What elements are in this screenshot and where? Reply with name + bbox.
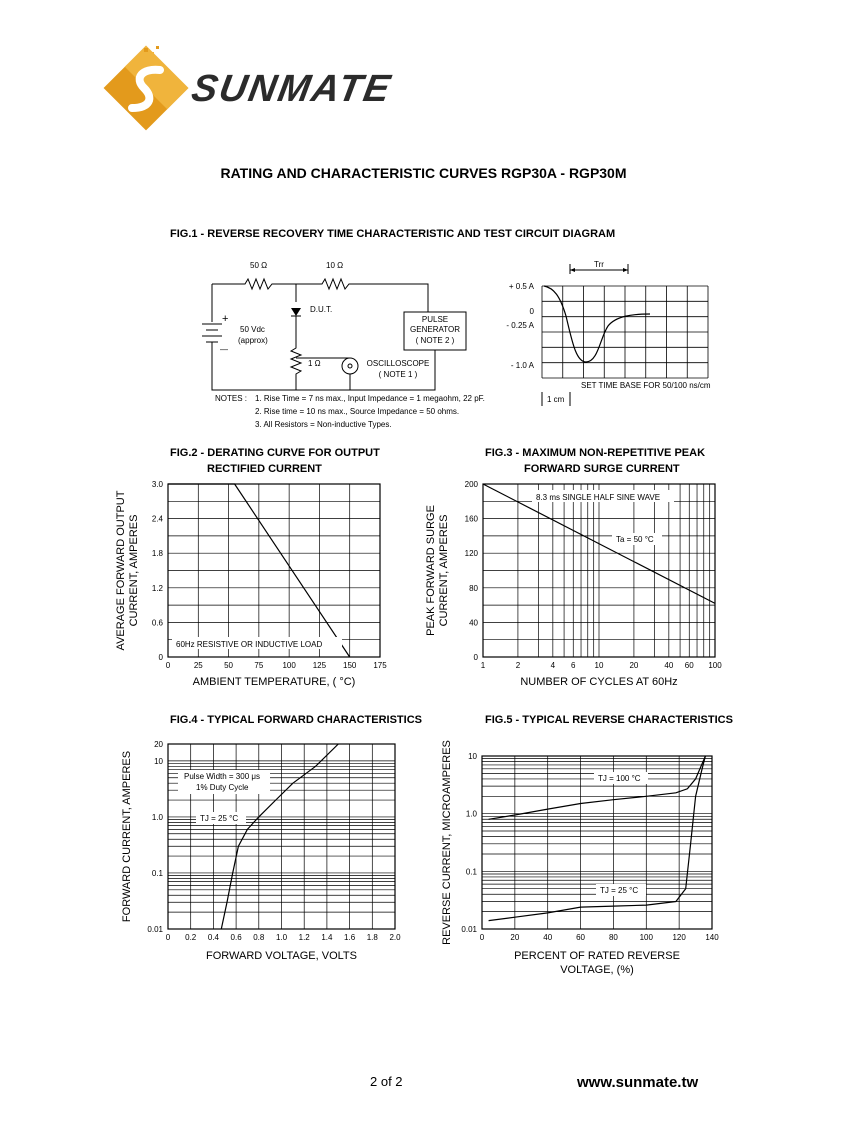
annotation-ta: Ta = 50 °C: [616, 535, 654, 544]
annotation-load: 60Hz RESISTIVE OR INDUCTIVE LOAD: [176, 640, 323, 649]
fig4-title: FIG.4 - TYPICAL FORWARD CHARACTERISTICS: [170, 714, 422, 726]
y-label-neg025: - 0.25 A: [506, 321, 534, 330]
y-tick-label: 1.2: [151, 583, 163, 593]
y-axis-label: CURRENT, AMPERES: [128, 514, 140, 627]
x-tick-label: 50: [224, 661, 234, 670]
y-tick-label: 10: [468, 752, 477, 761]
x-axis-label: AMBIENT TEMPERATURE, ( °C): [192, 676, 356, 688]
fig3-title-line2: FORWARD SURGE CURRENT: [524, 463, 680, 475]
x-tick-label: 1.2: [298, 933, 310, 942]
fig5-title: FIG.5 - TYPICAL REVERSE CHARACTERISTICS: [485, 714, 733, 726]
fig3-title-line1: FIG.3 - MAXIMUM NON-REPETITIVE PEAK: [485, 447, 706, 459]
y-tick-label: 20: [154, 740, 163, 749]
fig2-title-line1: FIG.2 - DERATING CURVE FOR OUTPUT: [170, 447, 380, 459]
x-axis-label: VOLTAGE, (%): [560, 964, 634, 976]
annotation-duty: 1% Duty Cycle: [196, 783, 249, 792]
y-axis-label: AVERAGE FORWARD OUTPUT: [115, 490, 127, 651]
fig1-title: FIG.1 - REVERSE RECOVERY TIME CHARACTERISTIC AND TEST CIRCUIT DIAGRAM: [170, 228, 616, 240]
dut-label: D.U.T.: [310, 305, 333, 314]
cm-label: 1 cm: [547, 395, 565, 404]
pulse-label-2: GENERATOR: [410, 325, 460, 334]
y-label-neg1: - 1.0 A: [510, 361, 534, 370]
y-tick-label: 120: [464, 549, 478, 559]
fig3-chart: [420, 476, 735, 691]
x-tick-label: 0.4: [207, 933, 219, 942]
x-axis-label: FORWARD VOLTAGE, VOLTS: [206, 950, 357, 962]
x-tick-label: 10: [594, 661, 604, 670]
x-tick-label: 4: [550, 661, 556, 670]
x-tick-label: 60: [576, 933, 586, 942]
note-3: 3. All Resistors = Non-inductive Types.: [255, 420, 392, 429]
pulse-label-1: PULSE: [421, 315, 449, 324]
minus-sign: —: [220, 345, 228, 354]
x-axis-label: NUMBER OF CYCLES AT 60Hz: [520, 676, 678, 688]
x-tick-label: 150: [343, 661, 357, 670]
x-tick-label: 0.2: [185, 933, 197, 942]
series-line-0: [489, 756, 706, 819]
fig1-diagram: [190, 250, 750, 440]
y-tick-label: 0: [473, 653, 478, 662]
y-axis-label: CURRENT, AMPERES: [438, 514, 450, 627]
fig5-chart: [436, 734, 736, 984]
scope-label-2: ( NOTE 1 ): [378, 370, 418, 379]
x-tick-label: 0: [165, 661, 171, 670]
x-tick-label: 40: [664, 661, 674, 670]
x-tick-label: 0: [479, 933, 485, 942]
x-tick-label: 20: [510, 933, 520, 942]
x-tick-label: 175: [373, 661, 387, 670]
x-tick-label: 1.4: [321, 933, 333, 942]
annotation-pulse: Pulse Width = 300 μs: [184, 772, 260, 781]
x-axis-label: PERCENT OF RATED REVERSE: [514, 950, 680, 962]
website-url: www.sunmate.tw: [577, 1074, 699, 1091]
y-tick-label: 0.1: [465, 867, 477, 877]
annotation-tj: TJ = 25 °C: [200, 814, 239, 823]
x-tick-label: 1.0: [275, 933, 288, 942]
x-tick-label: 2.0: [389, 933, 401, 942]
x-tick-label: 60: [684, 661, 694, 670]
x-tick-label: 125: [312, 661, 327, 670]
y-tick-label: 200: [464, 480, 478, 489]
y-label-zero: 0: [529, 307, 534, 316]
x-tick-label: 1: [480, 661, 486, 670]
y-tick-label: 1.0: [151, 812, 163, 822]
source-label-approx: (approx): [238, 336, 268, 345]
x-tick-label: 140: [705, 933, 719, 942]
fig4-chart: [118, 734, 413, 969]
x-tick-label: 1.8: [366, 933, 378, 942]
x-tick-label: 100: [708, 661, 722, 670]
plus-sign: +: [222, 313, 229, 325]
grid: [168, 484, 380, 657]
x-tick-label: 6: [571, 661, 576, 670]
annotation-tj100: TJ = 100 °C: [598, 774, 641, 783]
x-tick-label: 20: [629, 661, 639, 670]
y-axis-label: FORWARD CURRENT, AMPERES: [121, 750, 133, 923]
y-tick-label: 2.4: [151, 514, 163, 524]
y-axis-label: REVERSE CURRENT, MICROAMPERES: [441, 740, 453, 945]
x-tick-label: 75: [254, 661, 264, 670]
y-tick-label: 160: [464, 514, 478, 524]
grid: [483, 484, 715, 657]
y-tick-label: 80: [469, 583, 478, 593]
y-tick-label: 40: [469, 618, 478, 628]
y-tick-label: 0: [158, 653, 163, 662]
brand-name: SUNMATE: [188, 68, 395, 110]
note-1: 1. Rise Time = 7 ns max., Input Impedance = 1 megaohm, 22 pF.: [255, 394, 485, 403]
resistor-10-label: 10 Ω: [326, 261, 344, 270]
x-tick-label: 80: [608, 933, 618, 942]
annotation-waveform: 8.3 ms SINGLE HALF SINE WAVE: [536, 493, 661, 502]
y-label-pos05: + 0.5 A: [508, 282, 534, 291]
trr-label: Trr: [594, 260, 604, 269]
resistor-50-label: 50 Ω: [250, 261, 268, 270]
y-tick-label: 0.6: [151, 618, 163, 628]
y-tick-label: 10: [154, 756, 163, 766]
x-tick-label: 120: [672, 933, 686, 942]
scope-label-1: OSCILLOSCOPE: [366, 359, 430, 368]
pulse-label-3: ( NOTE 2 ): [415, 336, 455, 345]
x-tick-label: 0.8: [253, 933, 265, 942]
note-2: 2. Rise time = 10 ns max., Source Impedance = 50 ohms.: [255, 407, 460, 416]
y-tick-label: 3.0: [151, 480, 163, 489]
y-tick-label: 0.01: [147, 925, 163, 934]
y-tick-label: 1.8: [151, 549, 163, 559]
x-tick-label: 25: [193, 661, 203, 670]
x-tick-label: 2: [515, 661, 521, 670]
document-title: RATING AND CHARACTERISTIC CURVES RGP30A - RGP30M: [220, 165, 627, 181]
fig2-title-line2: RECTIFIED CURRENT: [207, 463, 322, 475]
x-tick-label: 100: [639, 933, 653, 942]
x-tick-label: 40: [543, 933, 553, 942]
x-tick-label: 0: [165, 933, 171, 942]
page-number: 2 of 2: [370, 1074, 403, 1089]
y-tick-label: 0.1: [151, 868, 163, 878]
x-tick-label: 100: [282, 661, 296, 670]
timebase-label: SET TIME BASE FOR 50/100 ns/cm: [581, 381, 711, 390]
annotation-tj25: TJ = 25 °C: [600, 886, 639, 895]
notes-label: NOTES :: [215, 394, 248, 403]
fig2-chart: [108, 476, 408, 691]
resistor-1-label: 1 Ω: [308, 359, 321, 368]
y-axis-label: PEAK FORWARD SURGE: [425, 505, 437, 636]
x-tick-label: 1.6: [344, 933, 356, 942]
sunmate-logo: [100, 42, 195, 137]
y-tick-label: 0.01: [461, 925, 477, 934]
source-label: 50 Vdc: [240, 325, 265, 334]
x-tick-label: 0.6: [230, 933, 242, 942]
y-tick-label: 1.0: [465, 809, 477, 819]
